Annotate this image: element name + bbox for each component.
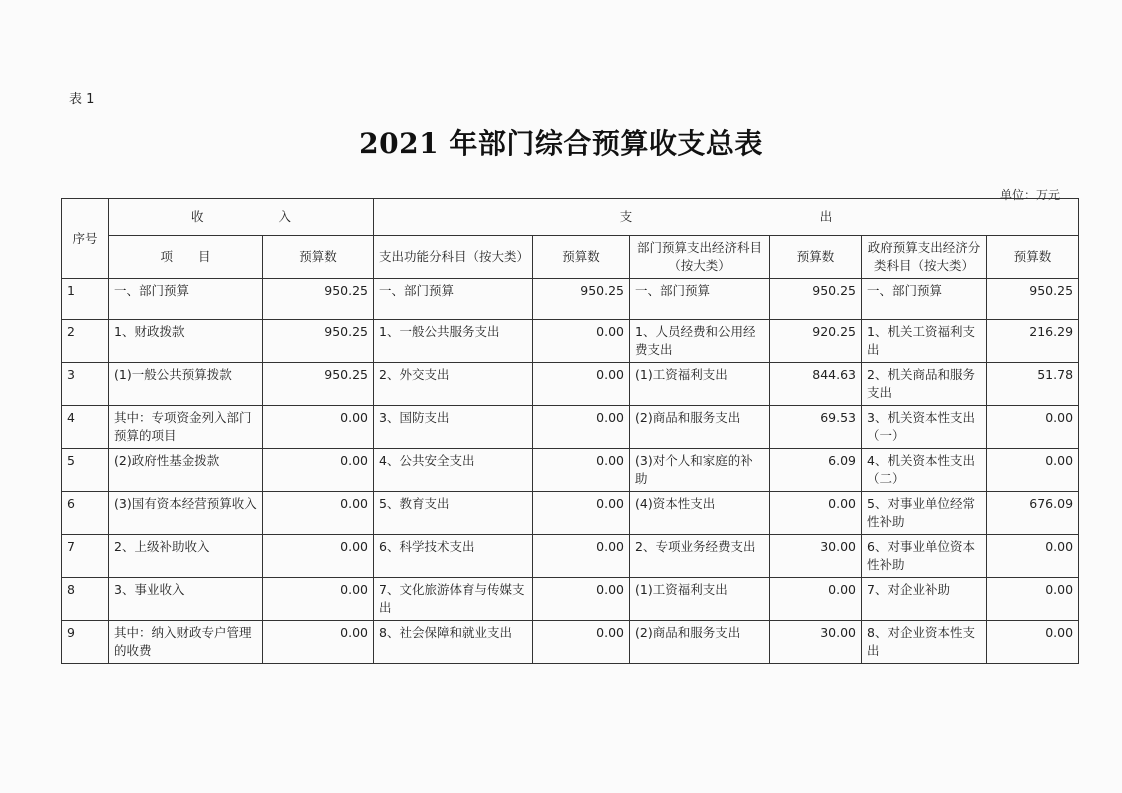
table-row <box>62 363 1079 406</box>
gov-amount-cell: 216.29 <box>987 320 1079 363</box>
dept-amount-cell: 30.00 <box>770 535 862 578</box>
table-row <box>62 578 1079 621</box>
gov-amount-cell: 0.00 <box>987 578 1079 621</box>
header-row-2 <box>62 236 1079 279</box>
func-class-cell: 2、外交支出 <box>374 363 533 406</box>
func-class-cell: 7、文化旅游体育与传媒支出 <box>374 578 533 621</box>
dept-econ-cell: 1、人员经费和公用经费支出 <box>630 320 770 363</box>
func-class-cell: 一、部门预算 <box>374 279 533 320</box>
dept-econ-cell: (2)商品和服务支出 <box>630 621 770 664</box>
func-amount-cell: 0.00 <box>533 535 630 578</box>
table-row <box>62 406 1079 449</box>
seq-header: 序号 <box>62 199 109 279</box>
table-row <box>62 621 1079 664</box>
func-amount-cell: 0.00 <box>533 621 630 664</box>
seq-cell: 7 <box>62 535 109 578</box>
table-label: 表 1 <box>69 92 95 107</box>
dept-amount-cell: 950.25 <box>770 279 862 320</box>
gov-amount-cell: 676.09 <box>987 492 1079 535</box>
seq-cell: 8 <box>62 578 109 621</box>
func-class-cell: 8、社会保障和就业支出 <box>374 621 533 664</box>
table-row <box>62 492 1079 535</box>
table-row <box>62 535 1079 578</box>
gov-econ-cell: 1、机关工资福利支出 <box>862 320 987 363</box>
income-amount-cell: 0.00 <box>263 492 374 535</box>
gov-econ-cell: 5、对事业单位经常性补助 <box>862 492 987 535</box>
unit-label: 单位：万元 <box>999 188 1060 202</box>
income-amount-cell: 950.25 <box>263 279 374 320</box>
income-amount-cell: 0.00 <box>263 535 374 578</box>
income-item-cell: 2、上级补助收入 <box>109 535 263 578</box>
func-amount-cell: 0.00 <box>533 320 630 363</box>
gov-amount-cell: 0.00 <box>987 621 1079 664</box>
income-amount-cell: 0.00 <box>263 449 374 492</box>
table-body <box>62 279 1079 664</box>
func-class-cell: 1、一般公共服务支出 <box>374 320 533 363</box>
gov-econ-cell: 4、机关资本性支出（二） <box>862 449 987 492</box>
gov-econ-cell: 8、对企业资本性支出 <box>862 621 987 664</box>
table-row <box>62 279 1079 320</box>
seq-cell: 4 <box>62 406 109 449</box>
income-item-header: 项 目 <box>109 236 263 279</box>
gov-amount-cell: 0.00 <box>987 535 1079 578</box>
gov-econ-header: 政府预算支出经济分类科目（按大类） <box>862 236 987 279</box>
seq-cell: 3 <box>62 363 109 406</box>
budget-table <box>61 198 1079 664</box>
income-amount-cell: 0.00 <box>263 621 374 664</box>
income-item-cell: 其中：纳入财政专户管理的收费 <box>109 621 263 664</box>
dept-econ-cell: 2、专项业务经费支出 <box>630 535 770 578</box>
gov-econ-cell: 6、对事业单位资本性补助 <box>862 535 987 578</box>
income-item-cell: 其中：专项资金列入部门预算的项目 <box>109 406 263 449</box>
func-class-header: 支出功能分科目（按大类） <box>374 236 533 279</box>
income-item-cell: (1)一般公共预算拨款 <box>109 363 263 406</box>
func-class-cell: 4、公共安全支出 <box>374 449 533 492</box>
dept-econ-header: 部门预算支出经济科目（按大类） <box>630 236 770 279</box>
gov-amount-header: 预算数 <box>987 236 1079 279</box>
gov-amount-cell: 51.78 <box>987 363 1079 406</box>
income-amount-cell: 0.00 <box>263 406 374 449</box>
gov-amount-cell: 950.25 <box>987 279 1079 320</box>
dept-econ-cell: 一、部门预算 <box>630 279 770 320</box>
dept-amount-cell: 0.00 <box>770 492 862 535</box>
dept-econ-cell: (3)对个人和家庭的补助 <box>630 449 770 492</box>
gov-amount-cell: 0.00 <box>987 449 1079 492</box>
income-item-cell: 3、事业收入 <box>109 578 263 621</box>
income-item-cell: 1、财政拨款 <box>109 320 263 363</box>
gov-econ-cell: 2、机关商品和服务支出 <box>862 363 987 406</box>
dept-amount-cell: 69.53 <box>770 406 862 449</box>
dept-econ-cell: (1)工资福利支出 <box>630 363 770 406</box>
dept-econ-cell: (1)工资福利支出 <box>630 578 770 621</box>
func-class-cell: 5、教育支出 <box>374 492 533 535</box>
income-item-cell: (3)国有资本经营预算收入 <box>109 492 263 535</box>
gov-econ-cell: 一、部门预算 <box>862 279 987 320</box>
page-title: 2021 年部门综合预算收支总表 <box>359 127 763 160</box>
func-amount-cell: 0.00 <box>533 406 630 449</box>
gov-amount-cell: 0.00 <box>987 406 1079 449</box>
income-amount-cell: 950.25 <box>263 363 374 406</box>
func-amount-header: 预算数 <box>533 236 630 279</box>
income-item-cell: (2)政府性基金拨款 <box>109 449 263 492</box>
func-amount-cell: 950.25 <box>533 279 630 320</box>
income-amount-cell: 950.25 <box>263 320 374 363</box>
table-row <box>62 449 1079 492</box>
dept-econ-cell: (4)资本性支出 <box>630 492 770 535</box>
income-amount-header: 预算数 <box>263 236 374 279</box>
func-class-cell: 6、科学技术支出 <box>374 535 533 578</box>
func-amount-cell: 0.00 <box>533 492 630 535</box>
dept-amount-cell: 30.00 <box>770 621 862 664</box>
seq-cell: 6 <box>62 492 109 535</box>
dept-amount-cell: 6.09 <box>770 449 862 492</box>
dept-amount-cell: 0.00 <box>770 578 862 621</box>
expense-group-header: 支 出 <box>374 199 1079 236</box>
seq-cell: 9 <box>62 621 109 664</box>
dept-amount-header: 预算数 <box>770 236 862 279</box>
gov-econ-cell: 7、对企业补助 <box>862 578 987 621</box>
dept-amount-cell: 920.25 <box>770 320 862 363</box>
dept-amount-cell: 844.63 <box>770 363 862 406</box>
func-class-cell: 3、国防支出 <box>374 406 533 449</box>
header-row-1 <box>62 199 1079 236</box>
seq-cell: 2 <box>62 320 109 363</box>
seq-cell: 5 <box>62 449 109 492</box>
table-row <box>62 320 1079 363</box>
dept-econ-cell: (2)商品和服务支出 <box>630 406 770 449</box>
seq-cell: 1 <box>62 279 109 320</box>
func-amount-cell: 0.00 <box>533 578 630 621</box>
income-amount-cell: 0.00 <box>263 578 374 621</box>
income-item-cell: 一、部门预算 <box>109 279 263 320</box>
income-group-header: 收 入 <box>109 199 374 236</box>
func-amount-cell: 0.00 <box>533 363 630 406</box>
gov-econ-cell: 3、机关资本性支出（一） <box>862 406 987 449</box>
func-amount-cell: 0.00 <box>533 449 630 492</box>
